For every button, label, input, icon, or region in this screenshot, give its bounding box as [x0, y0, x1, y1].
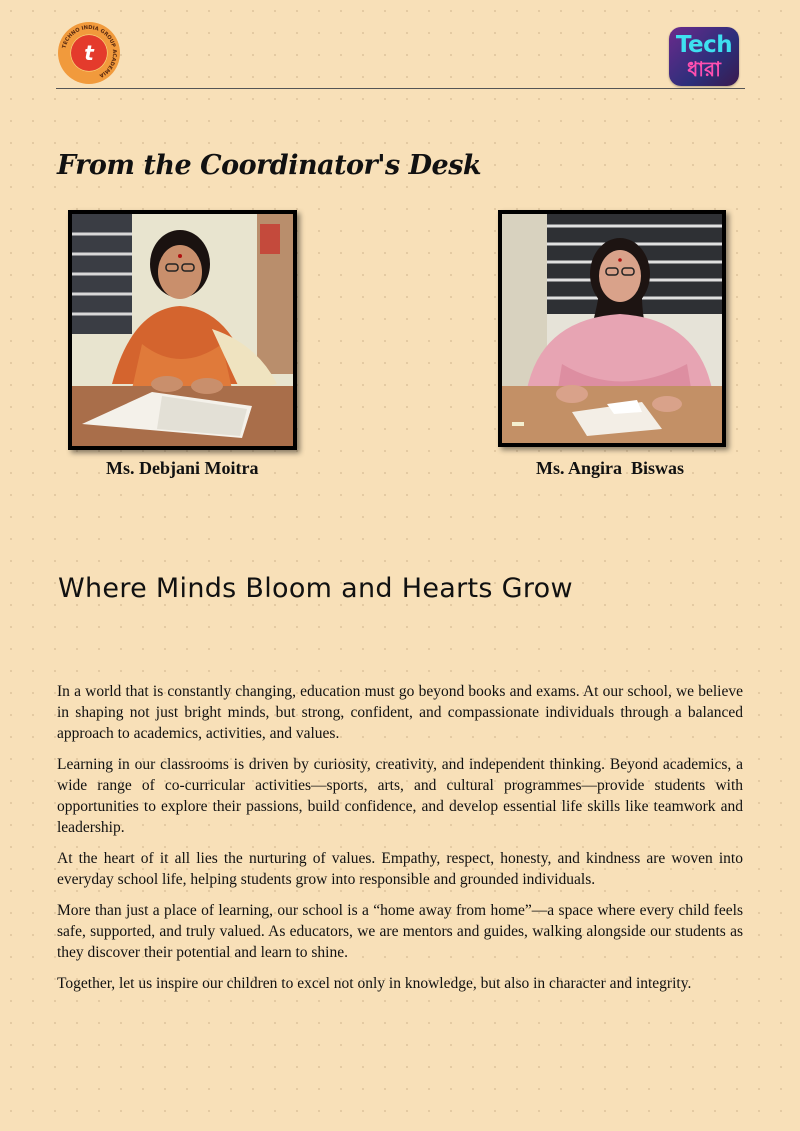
coordinator-name-2: Ms. Angira Biswas	[536, 458, 685, 478]
tech-dhara-logo	[669, 27, 739, 86]
portrait-image	[72, 214, 293, 446]
paragraph: Together, let us inspire our children to excel not only in knowledge, but also in character and integrity.	[57, 975, 692, 992]
paragraph: At the heart of it all lies the nurturing of values. Empathy, respect, honesty, and kindness are woven into everyday school life, helping students grow into responsible and grounded individuals.	[57, 850, 743, 888]
portrait-image	[502, 214, 722, 443]
logo-initial: t	[71, 35, 107, 71]
paragraph: In a world that is constantly changing, education must go beyond books and exams. At our school, we believe in shaping not just bright minds, but strong, confident, and compassionate individuals through a balanced approach to academics, activities, and values.	[57, 683, 743, 742]
logo-tech-text: Tech	[675, 31, 733, 58]
logo-dhara-text: ধারা	[687, 56, 721, 81]
photo-angira-biswas	[498, 210, 726, 447]
paragraph: Learning in our classrooms is driven by curiosity, creativity, and independent thinking. Beyond academics, a wide range of co-curricular activities—sports, arts, and cultural programmes—provide students with opportunities to explore their passions, build confidence, and develop essential life skills like teamwork and leadership.	[57, 756, 743, 836]
techno-india-logo	[58, 22, 120, 84]
photo-debjani-moitra	[68, 210, 297, 450]
message-body	[57, 681, 743, 1004]
motto-heading: Where Minds Bloom and Hearts Grow	[58, 573, 573, 604]
coordinator-name-1: Ms. Debjani Moitra	[106, 458, 259, 478]
paragraph: More than just a place of learning, our school is a “home away from home”—a space where every child feels safe, supported, and truly valued. As educators, we are mentors and guides, walking alongside our students as they discover their potential and learn to shine.	[57, 902, 743, 961]
header-divider	[56, 88, 745, 89]
svg-text:TECHNO INDIA GROUP ACADEMIA: TECHNO INDIA GROUP ACADEMIA	[61, 24, 118, 79]
section-title: From the Coordinator's Desk	[57, 150, 482, 181]
